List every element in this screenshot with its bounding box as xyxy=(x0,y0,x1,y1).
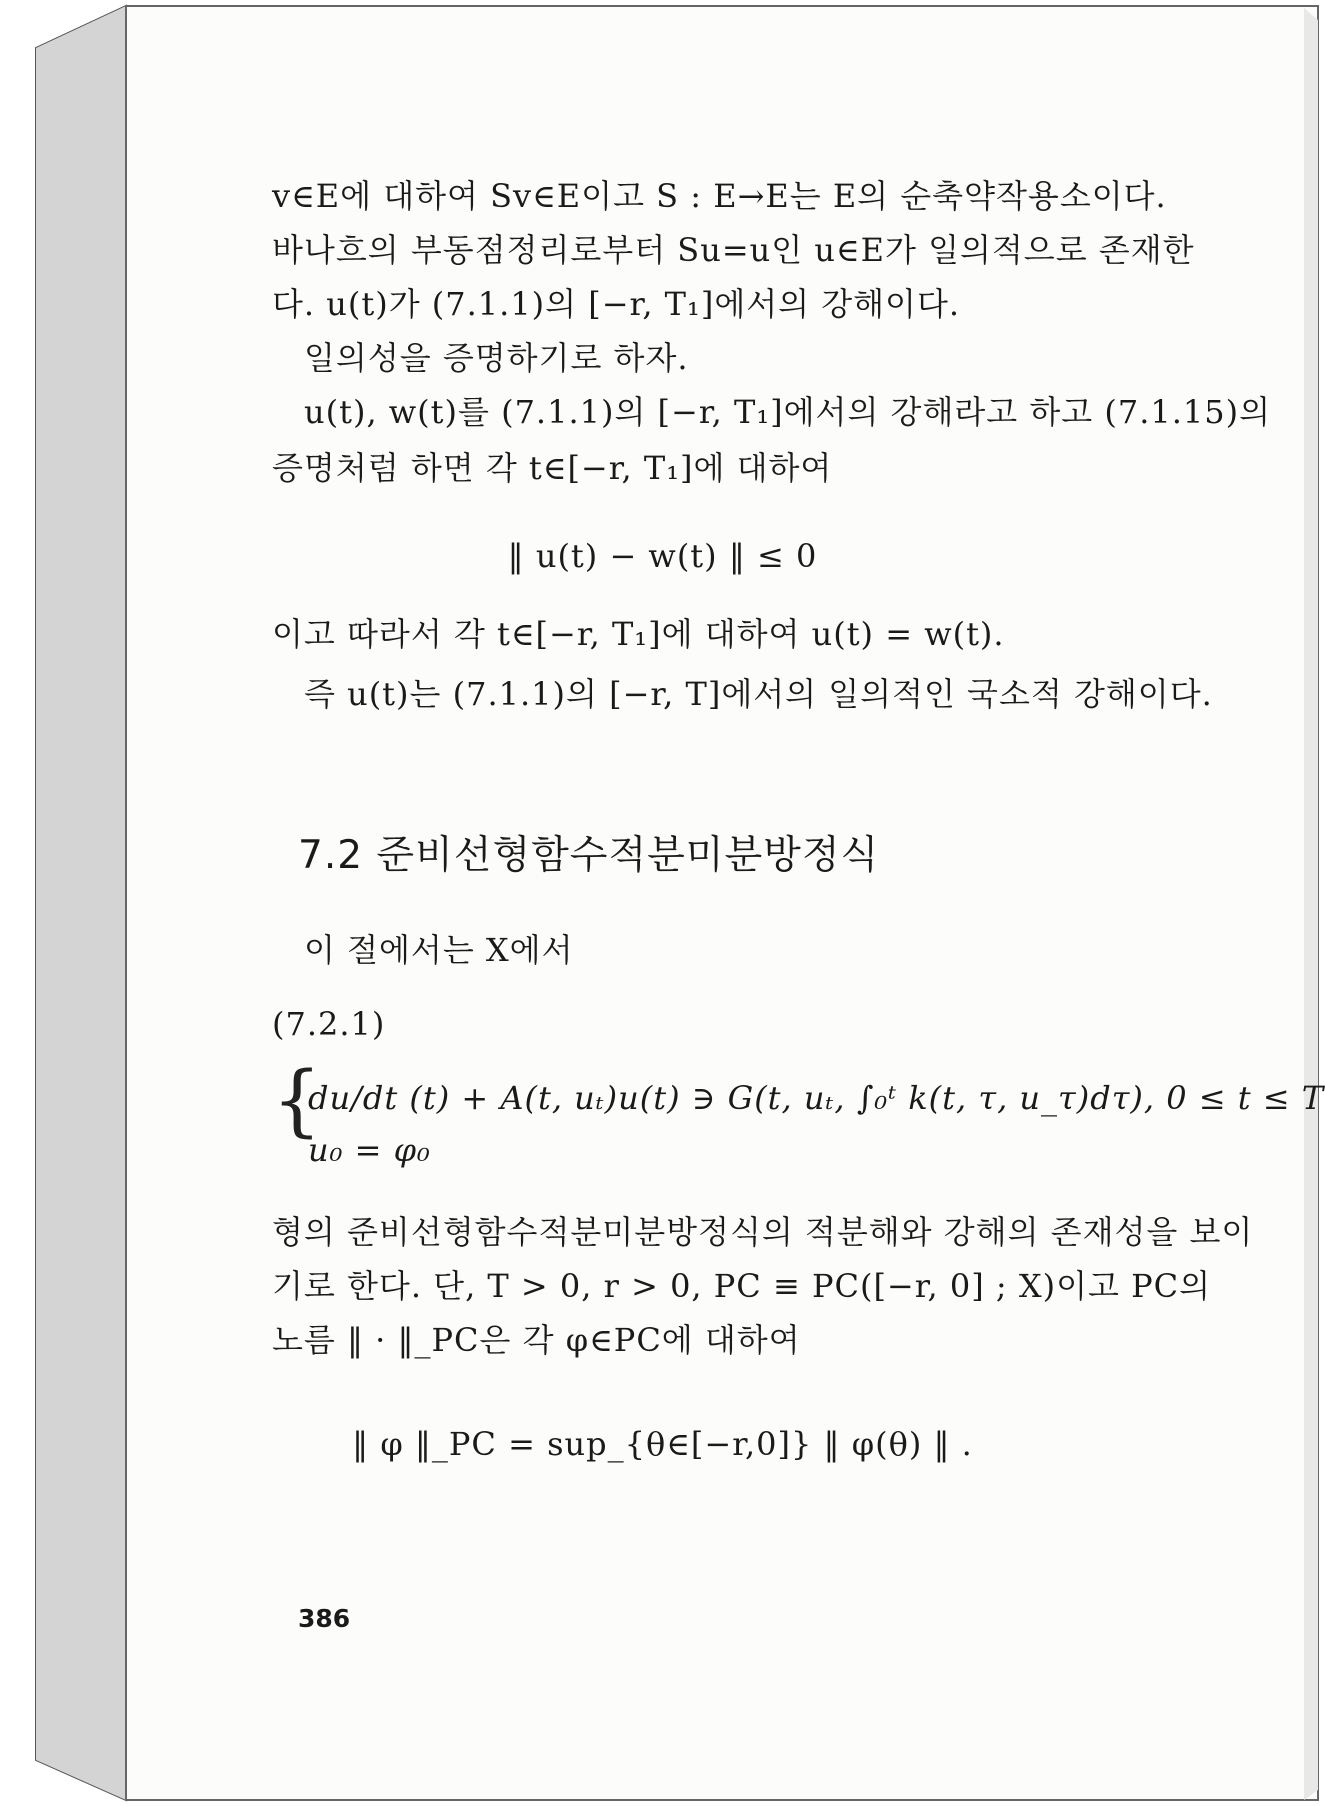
body-line-7: 이고 따라서 각 t∈[−r, T₁]에 대하여 u(t) = w(t). xyxy=(272,615,1005,653)
body-line-8: 즉 u(t)는 (7.1.1)의 [−r, T]에서의 일의적인 국소적 강해이다. xyxy=(304,675,1213,713)
body-line-3: 다. u(t)가 (7.1.1)의 [−r, T₁]에서의 강해이다. xyxy=(272,285,961,323)
intro-line: 이 절에서는 X에서 xyxy=(304,931,574,969)
body-line-5: u(t), w(t)를 (7.1.1)의 [−r, T₁]에서의 강해라고 하고 (7.1.15)의 xyxy=(304,393,1272,431)
para-line-2: 기로 한다. 단, T > 0, r > 0, PC ≡ PC([−r, 0] ; X)이고 PC의 xyxy=(272,1267,1212,1305)
inequality: ‖ u(t) − w(t) ‖ ≤ 0 xyxy=(507,537,818,575)
para-line-1: 형의 준비선형함수적분미분방정식의 적분해와 강해의 존재성을 보이 xyxy=(272,1213,1254,1251)
para-line-3: 노름 ‖ · ‖_PC은 각 φ∈PC에 대하여 xyxy=(272,1321,801,1359)
body-line-2: 바나흐의 부동점정리로부터 Su=u인 u∈E가 일의적으로 존재한 xyxy=(272,231,1195,269)
norm-equation: ‖ φ ‖_PC = sup_{θ∈[−r,0]} ‖ φ(θ) ‖ . xyxy=(352,1425,973,1463)
equation-line-1: du/dt (t) + A(t, uₜ)u(t) ∋ G(t, uₜ, ∫₀ᵗ k(t, τ, u_τ)dτ), 0 ≤ t ≤ T xyxy=(308,1079,1325,1117)
equation-label: (7.2.1) xyxy=(272,1005,386,1043)
equation-line-2: u₀ = φ₀ xyxy=(308,1131,431,1169)
page-number: 386 xyxy=(298,1604,351,1633)
section-title: 7.2 준비선형함수적분미분방정식 xyxy=(298,833,880,878)
equation-brace: { xyxy=(272,1056,322,1146)
body-line-6: 증명처럼 하면 각 t∈[−r, T₁]에 대하여 xyxy=(272,449,833,487)
body-line-4: 일의성을 증명하기로 하자. xyxy=(304,339,689,377)
body-line-1: v∈E에 대하여 Sv∈E이고 S : E→E는 E의 순축약작용소이다. xyxy=(272,177,1167,215)
